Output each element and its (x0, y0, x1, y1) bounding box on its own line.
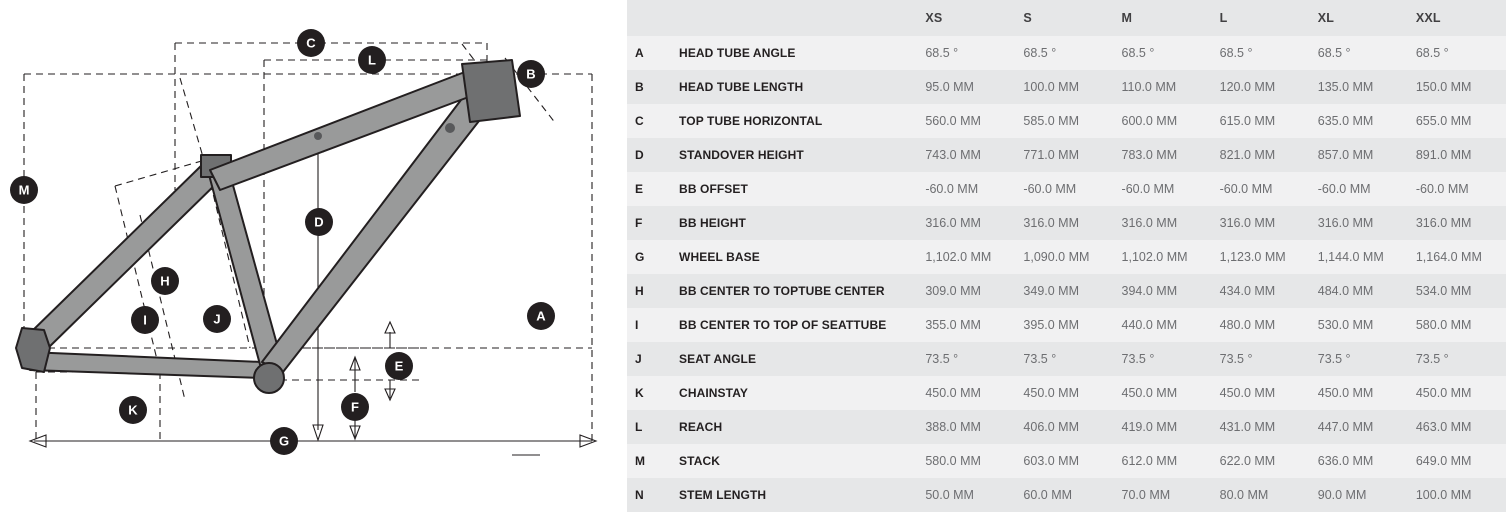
cell-xs: 68.5 ° (917, 36, 1015, 70)
cell-xs: -60.0 MM (917, 172, 1015, 206)
cell-xs: 560.0 MM (917, 104, 1015, 138)
col-header-name (671, 0, 917, 36)
table-row (627, 410, 1506, 444)
cell-xl: 1,144.0 MM (1310, 240, 1408, 274)
cell-xxl: 463.0 MM (1408, 410, 1506, 444)
cell-m: 419.0 MM (1114, 410, 1212, 444)
table-row (627, 36, 1506, 70)
cell-l: 316.0 MM (1212, 206, 1310, 240)
cell-l: 1,123.0 MM (1212, 240, 1310, 274)
cell-l: 80.0 MM (1212, 478, 1310, 512)
row-name: STANDOVER HEIGHT (671, 138, 917, 172)
cell-s: 68.5 ° (1015, 36, 1113, 70)
col-header-xxl: XXL (1408, 0, 1506, 36)
callout-H (151, 267, 179, 295)
cell-m: -60.0 MM (1114, 172, 1212, 206)
row-name: BB CENTER TO TOPTUBE CENTER (671, 274, 917, 308)
row-letter: F (627, 206, 671, 240)
cell-xs: 1,102.0 MM (917, 240, 1015, 274)
table-row (627, 274, 1506, 308)
cell-xxl: 73.5 ° (1408, 342, 1506, 376)
cell-l: 622.0 MM (1212, 444, 1310, 478)
cell-s: 316.0 MM (1015, 206, 1113, 240)
callout-M (10, 176, 38, 204)
callout-label-E: E (394, 358, 404, 374)
callout-label-F: F (351, 399, 359, 415)
callout-I (131, 306, 159, 334)
callout-J (203, 305, 231, 333)
cell-s: 349.0 MM (1015, 274, 1113, 308)
table-row (627, 104, 1506, 138)
cell-xs: 309.0 MM (917, 274, 1015, 308)
callout-label-K: K (128, 402, 138, 418)
row-name: TOP TUBE HORIZONTAL (671, 104, 917, 138)
cell-m: 73.5 ° (1114, 342, 1212, 376)
cell-xxl: 100.0 MM (1408, 478, 1506, 512)
callout-label-A: A (536, 308, 546, 324)
row-letter: B (627, 70, 671, 104)
row-letter: E (627, 172, 671, 206)
callout-label-L: L (368, 52, 376, 68)
cell-xl: 90.0 MM (1310, 478, 1408, 512)
table-row (627, 206, 1506, 240)
table-row (627, 478, 1506, 512)
cell-s: 60.0 MM (1015, 478, 1113, 512)
cell-s: 395.0 MM (1015, 308, 1113, 342)
row-letter: I (627, 308, 671, 342)
cell-xs: 388.0 MM (917, 410, 1015, 444)
table-row (627, 172, 1506, 206)
col-header-s: S (1015, 0, 1113, 36)
cell-l: 480.0 MM (1212, 308, 1310, 342)
cell-xl: 450.0 MM (1310, 376, 1408, 410)
cell-xxl: 649.0 MM (1408, 444, 1506, 478)
row-name: BB CENTER TO TOP OF SEATTUBE (671, 308, 917, 342)
bike-frame-shape (16, 60, 520, 393)
col-header-xs: XS (917, 0, 1015, 36)
cell-xl: 636.0 MM (1310, 444, 1408, 478)
callout-label-G: G (278, 433, 290, 449)
col-header-m: M (1114, 0, 1212, 36)
cell-xs: 95.0 MM (917, 70, 1015, 104)
cell-l: 73.5 ° (1212, 342, 1310, 376)
cell-xs: 50.0 MM (917, 478, 1015, 512)
row-name: SEAT ANGLE (671, 342, 917, 376)
cell-xxl: 534.0 MM (1408, 274, 1506, 308)
callout-B (517, 60, 545, 88)
cell-l: -60.0 MM (1212, 172, 1310, 206)
col-header-letter (627, 0, 671, 36)
row-name: WHEEL BASE (671, 240, 917, 274)
callout-label-M: M (18, 182, 30, 198)
cell-s: 406.0 MM (1015, 410, 1113, 444)
table-row (627, 376, 1506, 410)
cell-m: 612.0 MM (1114, 444, 1212, 478)
cell-l: 821.0 MM (1212, 138, 1310, 172)
row-name: STEM LENGTH (671, 478, 917, 512)
table-row (627, 444, 1506, 478)
cell-xxl: 150.0 MM (1408, 70, 1506, 104)
cell-s: 585.0 MM (1015, 104, 1113, 138)
cell-xxl: 580.0 MM (1408, 308, 1506, 342)
cell-l: 120.0 MM (1212, 70, 1310, 104)
table-row (627, 308, 1506, 342)
cell-xl: 635.0 MM (1310, 104, 1408, 138)
cell-m: 600.0 MM (1114, 104, 1212, 138)
cell-xl: 530.0 MM (1310, 308, 1408, 342)
cell-xxl: 68.5 ° (1408, 36, 1506, 70)
cell-xl: 135.0 MM (1310, 70, 1408, 104)
frame-geometry-diagram (0, 0, 627, 513)
row-letter: N (627, 478, 671, 512)
cell-s: 603.0 MM (1015, 444, 1113, 478)
row-name: STACK (671, 444, 917, 478)
cell-xl: 484.0 MM (1310, 274, 1408, 308)
callout-label-B: B (526, 66, 536, 82)
cell-s: 100.0 MM (1015, 70, 1113, 104)
cell-s: 1,090.0 MM (1015, 240, 1113, 274)
cell-m: 70.0 MM (1114, 478, 1212, 512)
row-letter: A (627, 36, 671, 70)
cell-m: 783.0 MM (1114, 138, 1212, 172)
cell-xs: 450.0 MM (917, 376, 1015, 410)
row-letter: M (627, 444, 671, 478)
cell-m: 316.0 MM (1114, 206, 1212, 240)
callout-label-H: H (160, 273, 170, 289)
callout-label-C: C (306, 35, 316, 51)
cell-s: 450.0 MM (1015, 376, 1113, 410)
cell-l: 450.0 MM (1212, 376, 1310, 410)
cell-m: 110.0 MM (1114, 70, 1212, 104)
cell-l: 434.0 MM (1212, 274, 1310, 308)
cell-m: 68.5 ° (1114, 36, 1212, 70)
row-letter: L (627, 410, 671, 444)
callout-label-D: D (314, 214, 324, 230)
cell-xs: 743.0 MM (917, 138, 1015, 172)
row-letter: J (627, 342, 671, 376)
cell-m: 1,102.0 MM (1114, 240, 1212, 274)
callout-K (119, 396, 147, 424)
geometry-table-pane (627, 0, 1506, 513)
cell-s: 73.5 ° (1015, 342, 1113, 376)
cell-l: 615.0 MM (1212, 104, 1310, 138)
cell-xs: 73.5 ° (917, 342, 1015, 376)
cell-xxl: 891.0 MM (1408, 138, 1506, 172)
callout-A (527, 302, 555, 330)
callout-C (297, 29, 325, 57)
table-row (627, 240, 1506, 274)
cell-xl: 447.0 MM (1310, 410, 1408, 444)
row-letter: H (627, 274, 671, 308)
table-row (627, 138, 1506, 172)
diagram-canvas (0, 0, 627, 513)
row-name: HEAD TUBE LENGTH (671, 70, 917, 104)
cell-xxl: 316.0 MM (1408, 206, 1506, 240)
callout-label-J: J (213, 311, 221, 327)
cell-l: 68.5 ° (1212, 36, 1310, 70)
table-header (627, 0, 1506, 36)
cell-xxl: 450.0 MM (1408, 376, 1506, 410)
cell-xs: 316.0 MM (917, 206, 1015, 240)
row-name: BB HEIGHT (671, 206, 917, 240)
cell-m: 440.0 MM (1114, 308, 1212, 342)
row-letter: D (627, 138, 671, 172)
cell-s: -60.0 MM (1015, 172, 1113, 206)
col-header-xl: XL (1310, 0, 1408, 36)
row-letter: C (627, 104, 671, 138)
cell-l: 431.0 MM (1212, 410, 1310, 444)
row-name: REACH (671, 410, 917, 444)
col-header-l: L (1212, 0, 1310, 36)
cell-m: 394.0 MM (1114, 274, 1212, 308)
geometry-table (627, 0, 1506, 512)
callout-D (305, 208, 333, 236)
cell-s: 771.0 MM (1015, 138, 1113, 172)
callout-G (270, 427, 298, 455)
table-row (627, 342, 1506, 376)
row-letter: K (627, 376, 671, 410)
row-letter: G (627, 240, 671, 274)
cell-xl: 68.5 ° (1310, 36, 1408, 70)
row-name: HEAD TUBE ANGLE (671, 36, 917, 70)
cell-xl: 316.0 MM (1310, 206, 1408, 240)
table-body (627, 36, 1506, 512)
callout-label-I: I (143, 312, 147, 328)
callout-F (341, 393, 369, 421)
cell-xxl: -60.0 MM (1408, 172, 1506, 206)
cell-xl: -60.0 MM (1310, 172, 1408, 206)
cell-xs: 355.0 MM (917, 308, 1015, 342)
callout-L (358, 46, 386, 74)
callout-E (385, 352, 413, 380)
row-name: CHAINSTAY (671, 376, 917, 410)
table-row (627, 70, 1506, 104)
cell-xs: 580.0 MM (917, 444, 1015, 478)
cell-xl: 73.5 ° (1310, 342, 1408, 376)
row-name: BB OFFSET (671, 172, 917, 206)
cell-xxl: 655.0 MM (1408, 104, 1506, 138)
cell-m: 450.0 MM (1114, 376, 1212, 410)
table-header-row (627, 0, 1506, 36)
cell-xl: 857.0 MM (1310, 138, 1408, 172)
cell-xxl: 1,164.0 MM (1408, 240, 1506, 274)
